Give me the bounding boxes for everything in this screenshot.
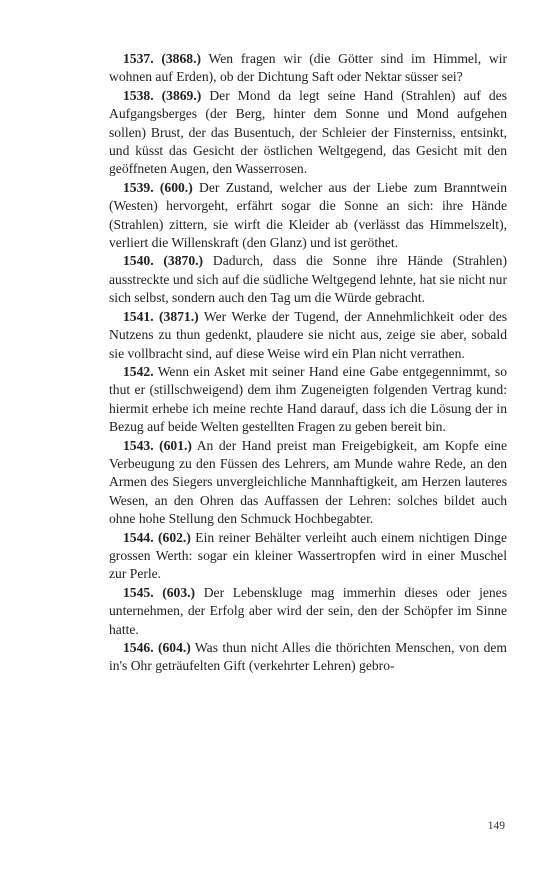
entry-text: Wer Werke der Tugend, der Annehmlichkeit oder des Nutzens zu thun gedenkt, plaudere sie nicht aus, zeige sie aber, sobald sie vollbracht sind, auf diese Weise wird ein Plan nicht verrathen. xyxy=(109,308,508,361)
entry-text: Der Zustand, welcher aus der Liebe zum Branntwein (Westen) hervorgeht, erfährt sogar die Sonne an sich: ihre Hände (Strahlen) zittern, sie wirft die Kleider ab (verlässt das Himmelszelt), verliert die Willenskraft (den Glanz) und ist geröthet. xyxy=(109,179,507,251)
entry-text: Wenn ein Asket mit seiner Hand eine Gabe entgegennimmt, so thut er (stillschweigend) dem ihm Zugeneigten folgenden Vertrag kund: hiermit erhebe ich meine rechte Hand darauf, dass ich die Lösung der in Bezug auf beide Welten gestellten Fragen zu geben bereit bin. xyxy=(109,363,507,435)
entry-number: 1542. xyxy=(123,363,154,379)
entry-number: 1540. (3870.) xyxy=(123,253,204,269)
entry-number: 1538. (3869.) xyxy=(123,87,202,103)
entry-1541 xyxy=(109,308,507,363)
entry-1543 xyxy=(109,437,507,529)
entry-text: Was thun nicht Alles die thörichten Menschen, von dem in's Ohr geträufelten Gift (verkehrter Lehren) gebro- xyxy=(109,640,507,674)
entry-number: 1546. (604.) xyxy=(123,640,191,655)
entry-text: An der Hand preist man Freigebigkeit, am Kopfe eine Verbeugung zu den Füssen des Lehrers, am Munde wahre Rede, an den Armen des Siegers unvergleichliche Mannhaftigkeit, am Herzen lauteres Wesen, an den Ohren das Auffassen der Lehren: solches bildet auch ohne hohe Stellung den Schmuck Hochbegabter. xyxy=(109,437,508,527)
entry-1544 xyxy=(109,529,507,584)
entry-1539 xyxy=(109,179,507,253)
page-number: 149 xyxy=(487,820,505,832)
entry-number: 1537. (3868.) xyxy=(123,51,201,66)
entry-text: Der Mond da legt seine Hand (Strahlen) auf des Aufgangsberges (der Berg, hinter dem Sonne und Mond aufgehen sollen) Brust, der das Busentuch, der Schleier der Finsterniss, entsinkt, und küsst das Gesicht der östlichen Weltgegend, das Gesicht mit den geöffneten Augen, den Wasserrosen. xyxy=(109,87,508,177)
entry-1542 xyxy=(109,363,507,437)
entry-number: 1544. (602.) xyxy=(123,529,191,545)
entry-1538 xyxy=(109,87,507,179)
entry-1540 xyxy=(109,252,507,307)
entry-number: 1539. (600.) xyxy=(123,179,193,195)
entry-number: 1545. (603.) xyxy=(123,584,196,600)
entry-1546 xyxy=(109,639,507,676)
entry-text: Dadurch, dass die Sonne ihre Hände (Strahlen) ausstreckte und sich auf die südliche Weltgegend lehnte, hat sie nicht nur sich selbst, sondern auch den Tag um die Würde gebracht. xyxy=(109,253,508,306)
entry-1537 xyxy=(109,50,507,87)
entry-number: 1541. (3871.) xyxy=(123,308,199,324)
entry-text: Wen fragen wir (die Götter sind im Himmel, wir wohnen auf Erden), ob der Dichtung Saft oder Nektar süsser sei? xyxy=(109,51,508,85)
page-text xyxy=(109,50,507,676)
entry-text: Ein reiner Behälter verleiht auch einem nichtigen Dinge grossen Werth: sogar ein kleiner Wassertropfen wird in einer Muschel zur Perle. xyxy=(109,529,508,582)
entry-1545 xyxy=(109,584,507,639)
entry-number: 1543. (601.) xyxy=(123,437,192,453)
entry-text: Der Lebenskluge mag immerhin dieses oder jenes unternehmen, der Erfolg aber wird der sein, den der Schöpfer im Sinne hatte. xyxy=(109,584,507,637)
